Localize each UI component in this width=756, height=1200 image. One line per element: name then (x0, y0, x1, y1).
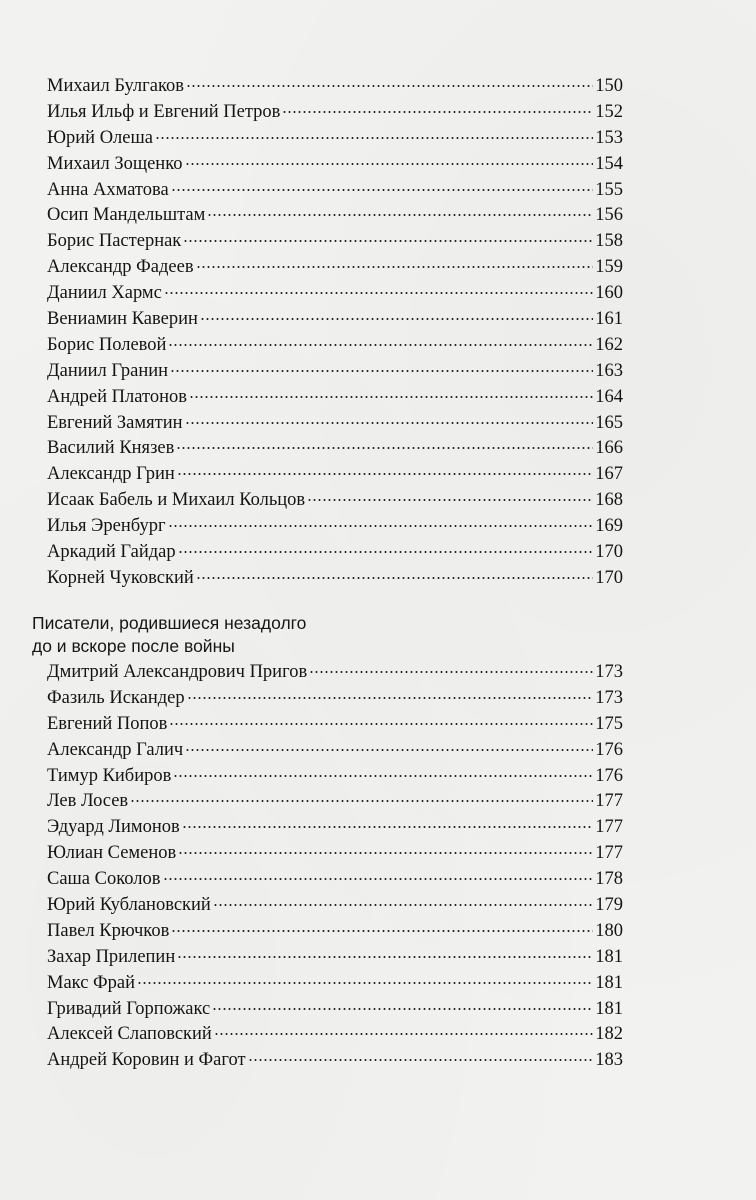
toc-list-part2 (47, 660, 623, 1074)
toc-entry-title: Александр Галич (47, 739, 184, 760)
toc-entry-title: Михаил Зощенко (47, 153, 183, 174)
toc-entry-title: Исаак Бабель и Михаил Кольцов (47, 490, 306, 511)
toc-entry (47, 893, 623, 919)
dot-leader (307, 499, 593, 501)
toc-entry-title: Юрий Олеша (47, 127, 153, 148)
toc-entry (47, 178, 623, 204)
toc-entry (47, 867, 623, 893)
toc-entry (47, 738, 623, 764)
dot-leader (189, 396, 593, 398)
dot-leader (168, 344, 593, 346)
toc-entry-page-number: 152 (595, 101, 623, 122)
dot-leader (185, 749, 593, 751)
toc-entry (47, 281, 623, 307)
toc-entry-page-number: 160 (595, 283, 623, 304)
toc-entry-page-number: 181 (595, 998, 623, 1019)
toc-entry-title: Юрий Кублановский (47, 895, 211, 916)
toc-entry-title: Вениамин Каверин (47, 309, 198, 330)
toc-entry-page-number: 156 (595, 205, 623, 226)
toc-entry (47, 789, 623, 815)
toc-entry-title: Корней Чуковский (47, 567, 194, 588)
toc-list-part1 (47, 74, 623, 592)
dot-leader (207, 214, 593, 216)
toc-entry-title: Борис Пастернак (47, 231, 182, 252)
toc-entry-page-number: 154 (595, 153, 623, 174)
dot-leader (200, 318, 593, 320)
section-heading-line1: Писатели, родившиеся незадолго (32, 613, 307, 633)
toc-entry-title: Аркадий Гайдар (47, 542, 176, 563)
toc-entry-page-number: 162 (595, 334, 623, 355)
toc-entry (47, 815, 623, 841)
dot-leader (176, 447, 593, 449)
dot-leader (177, 473, 593, 475)
toc-entry-title: Михаил Булгаков (47, 76, 184, 96)
toc-entry-title: Илья Ильф и Евгений Петров (47, 101, 281, 122)
dot-leader (214, 1033, 593, 1035)
dot-leader (178, 852, 593, 854)
section-heading (32, 612, 392, 658)
toc-entry-title: Гривадий Горпожакс (47, 998, 211, 1019)
toc-entry-page-number: 183 (595, 1050, 623, 1071)
toc-entry-title: Юлиан Семенов (47, 843, 177, 864)
toc-entry-title: Даниил Гранин (47, 360, 169, 381)
toc-entry (47, 307, 623, 333)
toc-entry-title: Александр Грин (47, 464, 175, 485)
toc-entry-page-number: 181 (595, 972, 623, 993)
toc-entry (47, 488, 623, 514)
dot-leader (185, 422, 594, 424)
toc-entry-title: Евгений Попов (47, 713, 168, 734)
dot-leader (137, 982, 593, 984)
toc-entry-title: Андрей Платонов (47, 386, 187, 407)
dot-leader (155, 137, 593, 139)
toc-entry-title: Эдуард Лимонов (47, 817, 180, 838)
toc-entry (47, 945, 623, 971)
toc-entry-page-number: 177 (595, 843, 623, 864)
dot-leader (213, 904, 593, 906)
toc-entry-title: Захар Прилепин (47, 946, 176, 967)
toc-entry-page-number: 165 (595, 412, 623, 433)
toc-entry-title: Саша Соколов (47, 869, 161, 890)
toc-entry-title: Тимур Кибиров (47, 765, 172, 786)
toc-entry-page-number: 159 (595, 257, 623, 278)
toc-entry-page-number: 163 (595, 360, 623, 381)
dot-leader (164, 292, 593, 294)
dot-leader (168, 525, 593, 527)
toc-entry-page-number: 177 (595, 817, 623, 838)
dot-leader (309, 671, 593, 673)
toc-entry-title: Василий Князев (47, 438, 175, 459)
dot-leader (182, 826, 593, 828)
toc-entry-title: Илья Эренбург (47, 516, 166, 537)
toc-entry-title: Даниил Хармс (47, 283, 162, 304)
toc-entry (47, 1022, 623, 1048)
toc-entry (47, 540, 623, 566)
toc-entry (47, 229, 623, 255)
toc-entry-title: Андрей Коровин и Фагот (47, 1050, 246, 1071)
toc-entry-page-number: 169 (595, 516, 623, 537)
toc-entry-title: Павел Крючков (47, 920, 170, 941)
toc-entry (47, 764, 623, 790)
dot-leader (170, 370, 593, 372)
dot-leader (282, 111, 593, 113)
toc-entry-page-number: 153 (595, 127, 623, 148)
toc-entry-page-number: 181 (595, 946, 623, 967)
toc-entry-title: Дмитрий Александрович Пригов (47, 662, 308, 682)
section-heading-line2: до и вскоре после войны (32, 636, 235, 656)
dot-leader (169, 723, 593, 725)
toc-entry-page-number: 173 (595, 662, 623, 682)
toc-entry-page-number: 166 (595, 438, 623, 459)
dot-leader (187, 697, 593, 699)
toc-entry-page-number: 180 (595, 920, 623, 941)
toc-entry (47, 152, 623, 178)
dot-leader (186, 85, 593, 87)
dot-leader (185, 163, 594, 165)
toc-entry-page-number: 150 (595, 76, 623, 96)
dot-leader (177, 956, 593, 958)
dot-leader (248, 1059, 593, 1061)
toc-entry-title: Алексей Слаповский (47, 1024, 212, 1045)
toc-entry (47, 126, 623, 152)
toc-entry (47, 359, 623, 385)
dot-leader (212, 1008, 593, 1010)
toc-entry (47, 333, 623, 359)
toc-entry-page-number: 179 (595, 895, 623, 916)
dot-leader (163, 878, 594, 880)
toc-entry-page-number: 182 (595, 1024, 623, 1045)
toc-entry-title: Фазиль Искандер (47, 687, 185, 708)
toc-entry-page-number: 177 (595, 791, 623, 812)
toc-entry (47, 462, 623, 488)
toc-entry (47, 919, 623, 945)
toc-entry (47, 997, 623, 1023)
toc-entry (47, 385, 623, 411)
toc-entry (47, 411, 623, 437)
toc-entry-page-number: 170 (595, 542, 623, 563)
toc-entry (47, 436, 623, 462)
toc-entry (47, 841, 623, 867)
toc-entry-page-number: 170 (595, 567, 623, 588)
toc-entry-page-number: 164 (595, 386, 623, 407)
toc-entry-page-number: 168 (595, 490, 623, 511)
toc-entry-page-number: 176 (595, 739, 623, 760)
toc-entry-title: Евгений Замятин (47, 412, 183, 433)
dot-leader (196, 266, 593, 268)
toc-entry-title: Анна Ахматова (47, 179, 169, 200)
toc-entry (47, 712, 623, 738)
toc-entry-page-number: 175 (595, 713, 623, 734)
toc-entry (47, 203, 623, 229)
toc-entry-title: Лев Лосев (47, 791, 129, 812)
dot-leader (171, 930, 593, 932)
toc-entry-page-number: 176 (595, 765, 623, 786)
toc-entry (47, 971, 623, 997)
toc-entry (47, 74, 623, 100)
dot-leader (178, 551, 593, 553)
toc-entry (47, 660, 623, 686)
toc-entry (47, 1048, 623, 1074)
dot-leader (130, 800, 593, 802)
toc-entry-page-number: 178 (595, 869, 623, 890)
dot-leader (173, 775, 593, 777)
toc-entry-title: Александр Фадеев (47, 257, 194, 278)
toc-entry-page-number: 161 (595, 309, 623, 330)
toc-entry-page-number: 158 (595, 231, 623, 252)
toc-entry (47, 566, 623, 592)
toc-entry-page-number: 155 (595, 179, 623, 200)
dot-leader (196, 577, 593, 579)
toc-entry-title: Борис Полевой (47, 334, 167, 355)
toc-entry-title: Осип Мандельштам (47, 205, 206, 226)
dot-leader (171, 189, 593, 191)
toc-entry (47, 514, 623, 540)
toc-entry (47, 100, 623, 126)
toc-entry-title: Макс Фрай (47, 972, 136, 993)
toc-entry (47, 686, 623, 712)
toc-entry (47, 255, 623, 281)
toc-entry-page-number: 173 (595, 687, 623, 708)
toc-entry-page-number: 167 (595, 464, 623, 485)
dot-leader (183, 240, 593, 242)
